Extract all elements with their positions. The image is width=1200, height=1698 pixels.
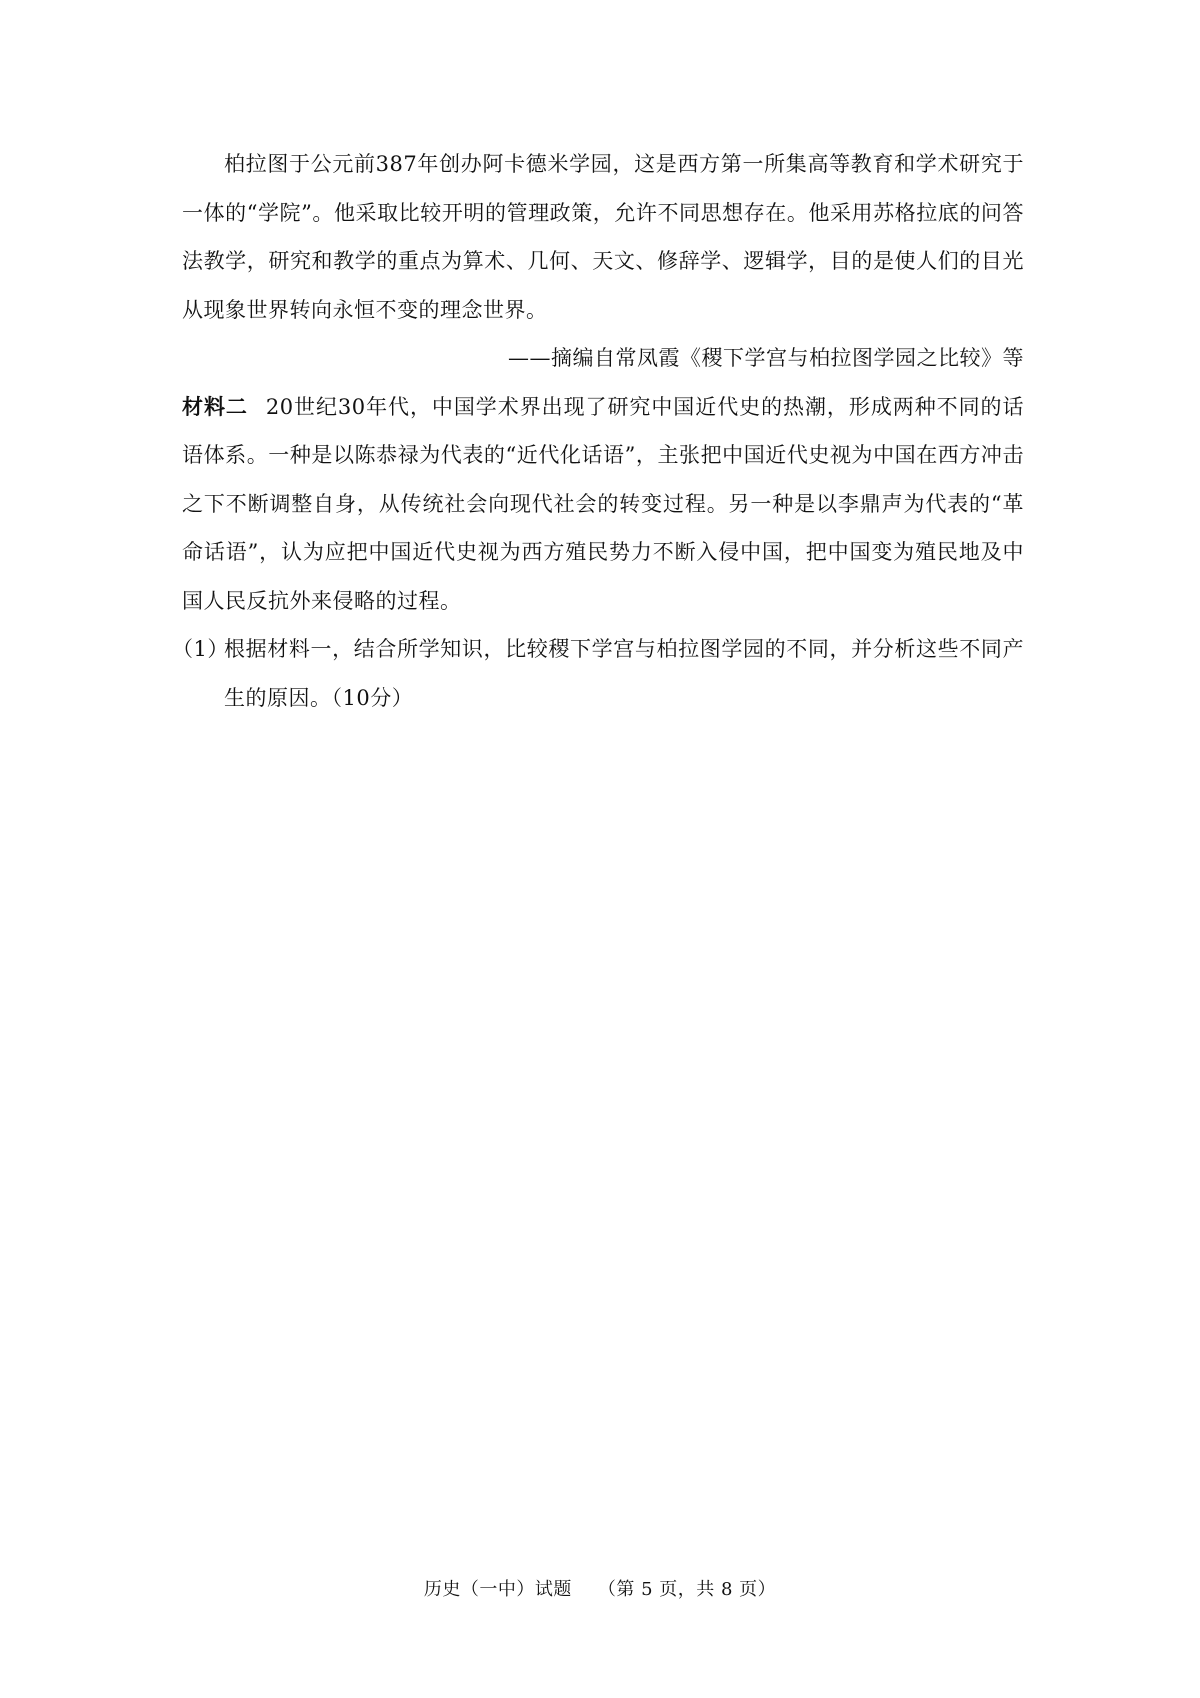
material-one-source: ——摘编自常凤霞《稷下学宫与柏拉图学园之比较》等 (508, 346, 1024, 370)
page-footer (0, 1575, 1200, 1601)
question-1 (172, 625, 1024, 722)
material-one-paragraph: 柏拉图于公元前387年创办阿卡德米学园，这是西方第一所集高等教育和学术研究于一体的“学院”。他采取比较开明的管理政策，允许不同思想存在。他采用苏格拉底的问答法教学，研究和教学的重点为算术、几何、天文、修辞学、逻辑学，目的是使人们的目光从现象世界转向永恒不变的理念世界。 (182, 152, 1024, 322)
page-body (172, 140, 1024, 722)
footer-page-info: （第 5 页，共 8 页） (597, 1579, 777, 1600)
material-two-text: 20世纪30年代，中国学术界出现了研究中国近代史的热潮，形成两种不同的话语体系。一种是以陈恭禄为代表的“近代化话语”，主张把中国近代史视为中国在西方冲击之下不断调整自身，从传统社会向现代社会的转变过程。另一种是以李鼎声为代表的“革命话语”，认为应把中国近代史视为西方殖民势力不断入侵中国，把中国变为殖民地及中国人民反抗外来侵略的过程。 (182, 394, 1024, 613)
question-1-text: 根据材料一，结合所学知识，比较稷下学宫与柏拉图学园的不同，并分析这些不同产生的原因。（10分） (224, 637, 1024, 710)
material-two-label: 材料二 (182, 393, 248, 419)
material-two-paragraph (182, 383, 1024, 626)
question-1-number: （1） (172, 637, 229, 661)
footer-title: 历史（一中）试题 (423, 1579, 572, 1600)
